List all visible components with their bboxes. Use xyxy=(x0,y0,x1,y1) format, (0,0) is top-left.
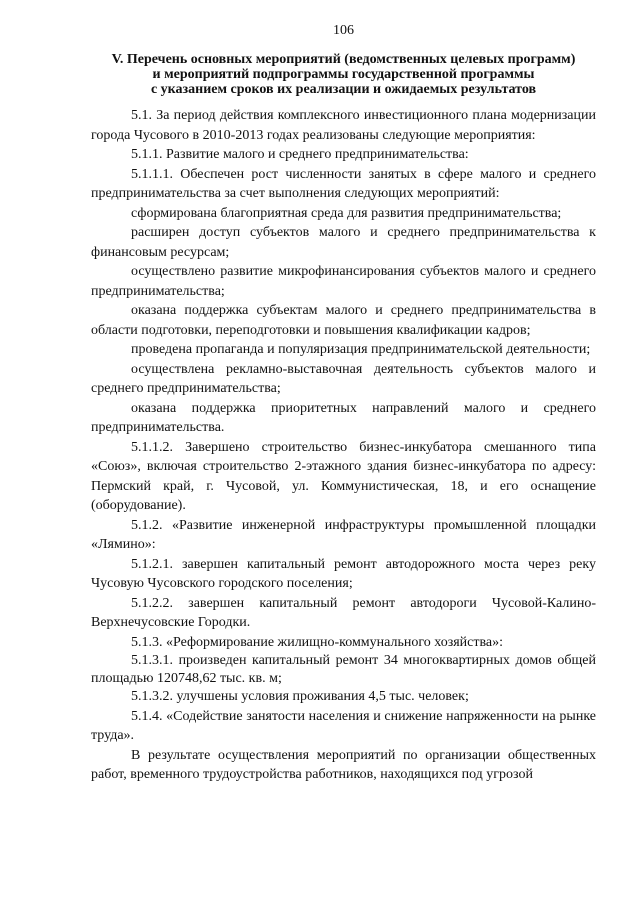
paragraph-5-1-1-1: 5.1.1.1. Обеспечен рост численности занятых в сфере малого и среднего предпринимательства за счет выполнения следующих мероприятий: xyxy=(91,166,596,201)
paragraph-5-1-2: 5.1.2. «Развитие инженерной инфраструктуры промышленной площадки «Лямино»: xyxy=(91,517,596,552)
paragraph-measure-2: расширен доступ субъектов малого и среднего предпринимательства к финансовым ресурсам; xyxy=(91,225,596,260)
heading-line-1: V. Перечень основных мероприятий (ведомственных целевых программ) xyxy=(111,52,576,67)
body-text xyxy=(91,106,596,785)
paragraph-5-1-1: 5.1.1. Развитие малого и среднего предпринимательства: xyxy=(131,147,469,162)
paragraph-5-1-4: 5.1.4. «Содействие занятости населения и снижение напряженности на рынке труда». xyxy=(91,708,596,743)
paragraph-5-1-2-2: 5.1.2.2. завершен капитальный ремонт автодороги Чусовой-Калино-Верхнечусовские Городки. xyxy=(91,595,596,630)
section-heading xyxy=(91,52,596,97)
paragraph-measure-6: осуществлена рекламно-выставочная деятельность субъектов малого и среднего предпринимательства; xyxy=(91,361,596,396)
heading-line-3: с указанием сроков их реализации и ожидаемых результатов xyxy=(150,82,537,97)
paragraph-5-1-1-2: 5.1.1.2. Завершено строительство бизнес-инкубатора смешанного типа «Союз», включая строительство 2-этажного здания бизнес-инкубатора по адресу: Пермский край, г. Чусовой, ул. Коммунистическая, 18, и его оснащение (оборудование). xyxy=(91,439,596,513)
paragraph-measure-4: оказана поддержка субъектам малого и среднего предпринимательства в области подготовки, переподготовки и повышения квалификации кадров; xyxy=(91,303,596,338)
paragraph-results: В результате осуществления мероприятий по организации общественных работ, временного трудоустройства работников, находящихся под угрозой xyxy=(91,747,596,782)
paragraph-measure-3: осуществлено развитие микрофинансирования субъектов малого и среднего предпринимательства; xyxy=(91,264,596,299)
heading-line-2: и мероприятий подпрограммы государственной программы xyxy=(152,67,535,82)
paragraph-5-1-2-1: 5.1.2.1. завершен капитальный ремонт автодорожного моста через реку Чусовую Чусовского городского поселения; xyxy=(91,556,596,591)
paragraph-5-1-3: 5.1.3. «Реформирование жилищно-коммунального хозяйства»: xyxy=(131,634,504,650)
paragraph-measure-5: проведена пропаганда и популяризация предпринимательской деятельности; xyxy=(131,342,591,357)
paragraph-measure-7: оказана поддержка приоритетных направлений малого и среднего предпринимательства. xyxy=(91,400,596,435)
paragraph-5-1-3-1: 5.1.3.1. произведен капитальный ремонт 34 многоквартирных домов общей площадью 120748,62 тыс. кв. м; xyxy=(91,653,596,686)
paragraph-5-1: 5.1. За период действия комплексного инвестиционного плана модернизации города Чусового в 2010-2013 годах реализованы следующие мероприятия: xyxy=(91,108,596,143)
paragraph-5-1-3-2: 5.1.3.2. улучшены условия проживания 4,5 тыс. человек; xyxy=(131,689,469,704)
paragraph-measure-1: сформирована благоприятная среда для развития предпринимательства; xyxy=(131,205,562,221)
page-number: 106 xyxy=(333,23,354,38)
